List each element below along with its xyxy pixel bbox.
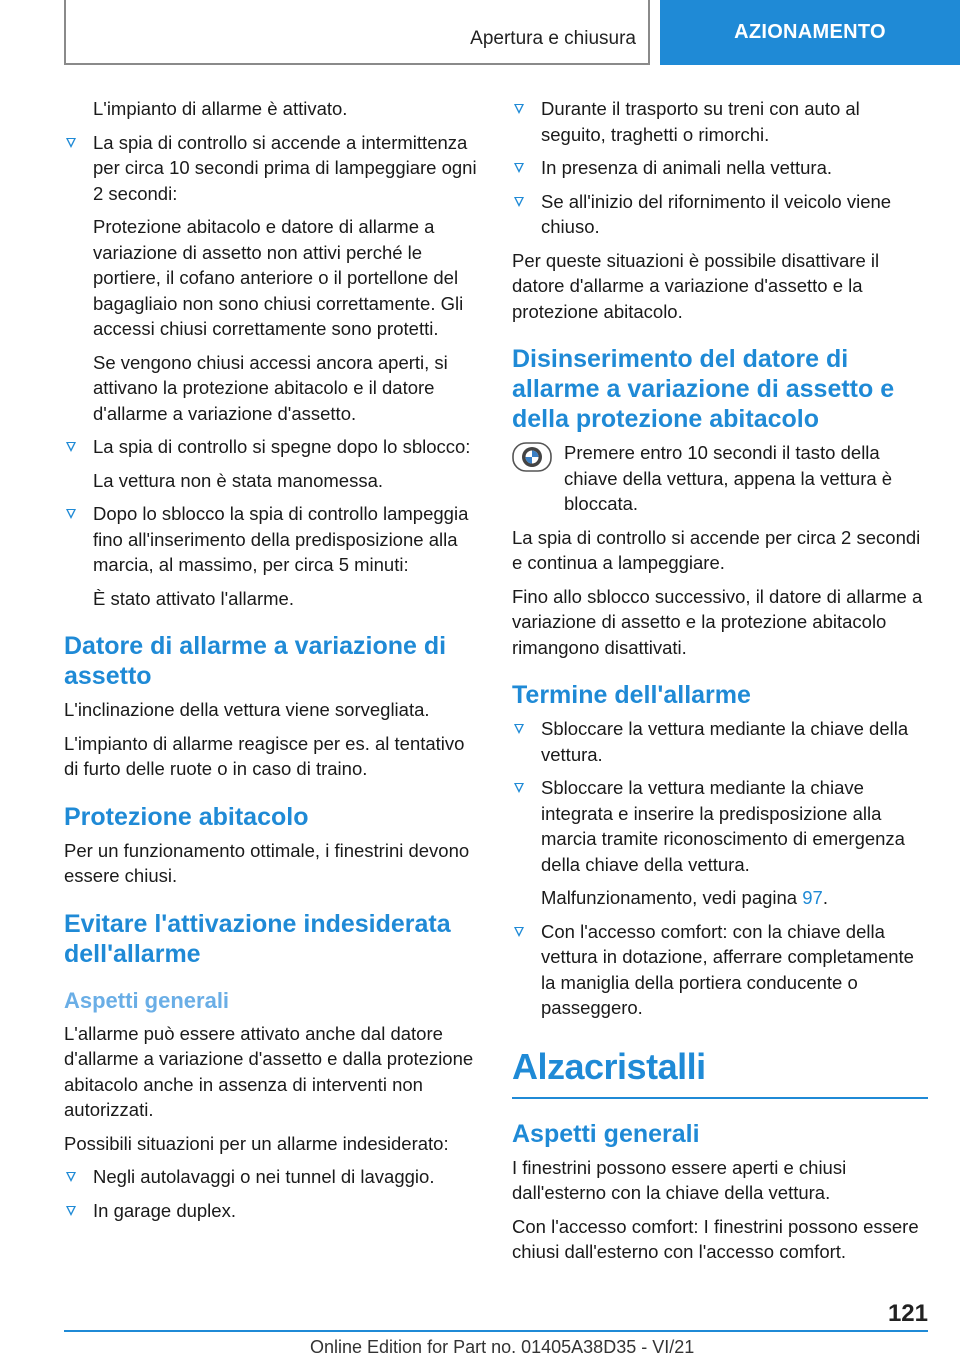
list-item <box>512 189 928 240</box>
bullet-triangle-icon <box>514 927 524 937</box>
header-section-title: Apertura e chiusura <box>470 28 636 49</box>
section-rule <box>512 1097 928 1099</box>
header-rule-bottom <box>64 63 650 65</box>
paragraph: La spia di controllo si accende per circa 2 secondi e continua a lampeggiare. <box>512 526 921 573</box>
page-number: 121 <box>887 1300 928 1327</box>
list-item-text: Durante il trasporto su treni con auto al seguito, traghetti o rimorchi. <box>541 98 860 145</box>
list-item-text: Sbloccare la vettura mediante la chiave della vettura. <box>541 718 909 765</box>
header-rule-middle <box>648 0 650 64</box>
heading-aspetti-generali: Aspetti generali <box>512 1119 700 1148</box>
paragraph: L'inclinazione della vettura viene sorvegliata. <box>64 699 430 720</box>
heading-alzacristalli: Alzacristalli <box>512 1045 706 1087</box>
heading-evitare-attivazione: Evitare l'attivazione indesiderata dell'allarme <box>64 909 451 968</box>
list-item-text: In garage duplex. <box>93 1199 236 1221</box>
paragraph: La vettura non è stata manomessa. <box>93 469 384 491</box>
bullet-triangle-icon <box>514 724 524 734</box>
list-item <box>64 130 480 207</box>
paragraph: Possibili situazioni per un allarme indesiderato: <box>64 1132 449 1154</box>
paragraph: Per un funzionamento ottimale, i finestrini devono essere chiusi. <box>64 839 470 886</box>
footer-rule <box>64 1330 928 1332</box>
paragraph: Premere entro 10 secondi il tasto della chiave della vettura, appena la vettura è bloccata. <box>564 442 893 514</box>
reference-suffix: . <box>822 887 828 908</box>
bmw-key-button-icon <box>512 442 552 472</box>
bullet-triangle-icon <box>66 138 76 148</box>
paragraph: L'impianto di allarme reagisce per es. al tentativo di furto delle ruote o in caso di traino. <box>64 732 465 779</box>
bullet-triangle-icon <box>66 1172 76 1182</box>
subheading-aspetti-generali: Aspetti generali <box>64 987 230 1013</box>
paragraph: Fino allo sblocco successivo, il datore di allarme a variazione di assetto e la protezione abitacolo rimangono disattivati. <box>512 585 923 658</box>
paragraph: Protezione abitacolo e datore di allarme a variazione di assetto non attivi perché le portiere, il cofano anteriore o il portellone del bagagliaio non sono chiusi correttamente. Gli accessi chiusi correttamente sono protetti. <box>93 216 464 339</box>
heading-disinserimento: Disinserimento del datore di allarme a variazione di assetto e della protezione abitacolo <box>512 345 895 433</box>
chapter-label: AZIONAMENTO <box>734 21 886 43</box>
left-column <box>64 96 480 1231</box>
right-column <box>512 96 928 1273</box>
list-item-text: Negli autolavaggi o nei tunnel di lavaggio. <box>93 1166 435 1187</box>
list-item <box>512 155 928 181</box>
bullet-triangle-icon <box>514 783 524 793</box>
footer-edition: Online Edition for Part no. 01405A38D35 - VI/21 <box>310 1337 695 1357</box>
header-chapter-tab[interactable] <box>660 0 960 65</box>
list-item <box>512 919 928 1021</box>
key-instruction <box>512 440 928 517</box>
list-item <box>64 501 480 578</box>
list-item <box>512 775 928 877</box>
heading-protezione-abitacolo: Protezione abitacolo <box>64 802 309 831</box>
list-item <box>64 1164 480 1190</box>
bullet-triangle-icon <box>514 104 524 114</box>
heading-termine-allarme: Termine dell'allarme <box>512 681 751 709</box>
bullet-triangle-icon <box>66 1206 76 1216</box>
list-item-text: Dopo lo sblocco la spia di controllo lampeggia fino all'inserimento della predisposizione alla marcia, al massimo, per circa 5 minuti: <box>93 503 469 575</box>
list-item-text: La spia di controllo si spegne dopo lo sblocco: <box>93 436 471 457</box>
bullet-triangle-icon <box>514 163 524 173</box>
heading-datore-allarme: Datore di allarme a variazione di assetto <box>64 632 447 690</box>
list-item <box>64 434 480 460</box>
paragraph: Per queste situazioni è possibile disattivare il datore d'allarme a variazione d'assetto e la protezione abitacolo. <box>512 249 880 322</box>
bullet-triangle-icon <box>66 442 76 452</box>
paragraph <box>512 885 928 911</box>
list-item-text: In presenza di animali nella vettura. <box>541 157 833 178</box>
paragraph: L'impianto di allarme è attivato. <box>93 98 348 119</box>
list-item-text: Sbloccare la vettura mediante la chiave integrata e inserire la predisposizione alla marcia tramite riconoscimento di emergenza della chiave della vettura. <box>541 777 905 875</box>
bullet-triangle-icon <box>66 509 76 519</box>
paragraph: I finestrini possono essere aperti e chiusi dall'esterno con la chiave della vettura. <box>512 1156 847 1203</box>
list-item-text: Se all'inizio del rifornimento il veicolo viene chiuso. <box>541 190 892 237</box>
bullet-triangle-icon <box>514 197 524 207</box>
reference-text: Malfunzionamento, vedi pagina <box>541 887 803 908</box>
list-item <box>64 1198 480 1224</box>
paragraph: È stato attivato l'allarme. <box>93 587 294 609</box>
paragraph: Con l'accesso comfort: I finestrini possono essere chiusi dall'esterno con l'accesso comfort. <box>512 1215 919 1262</box>
list-item-text: Con l'accesso comfort: con la chiave della vettura in dotazione, afferrare completamente la maniglia della portiera conducente o passeggero. <box>541 920 914 1018</box>
list-item <box>512 96 928 147</box>
list-item-text: La spia di controllo si accende a intermittenza per circa 10 secondi prima di lampeggiare ogni 2 secondi: <box>93 131 477 204</box>
paragraph: L'allarme può essere attivato anche dal datore d'allarme a variazione d'assetto e dalla protezione abitacolo anche in assenza di interventi non autorizzati. <box>64 1022 474 1120</box>
header-rule-left <box>64 0 66 64</box>
list-item <box>512 716 928 767</box>
page-reference-link[interactable]: 97 <box>802 887 823 908</box>
paragraph: Se vengono chiusi accessi ancora aperti, si attivano la protezione abitacolo e il datore d'allarme a variazione d'assetto. <box>93 351 448 424</box>
